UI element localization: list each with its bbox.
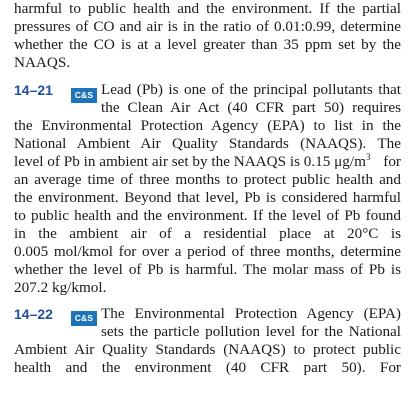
text-line: health and the environment (40 CFR part 50). For xyxy=(14,359,401,376)
text-line: Lead (Pb) is one of the principal pollutants that xyxy=(101,81,401,98)
text-line: pressures of CO and air is in the ratio of 0.01:0.99, determine xyxy=(14,18,401,35)
text-line: the Clean Air Act (40 CFR part 50) requires xyxy=(101,99,401,116)
problem-number: 14–22 xyxy=(14,306,53,322)
text-line xyxy=(14,151,401,170)
text-line: the environment. Beyond that level, Pb is considered harmful xyxy=(14,189,401,206)
cs-badge-icon: C&S xyxy=(71,88,97,103)
text-line: NAAQS. xyxy=(14,54,71,71)
text-line: sets the particle pollution level for the National xyxy=(101,323,401,340)
text-line: the Environmental Protection Agency (EPA) to list in the xyxy=(14,117,401,134)
text-segment: for xyxy=(383,153,401,170)
text-line: harmful to public health and the environment. If the partial xyxy=(14,0,401,17)
problem-number: 14–21 xyxy=(14,82,53,98)
text-line: to public health and the environment. If the level of Pb found xyxy=(14,207,401,224)
cs-badge-icon: C&S xyxy=(71,311,97,326)
text-line: an average time of three months to protect public health and xyxy=(14,171,401,188)
text-line: The Environmental Protection Agency (EPA) xyxy=(101,305,401,322)
superscript: 3 xyxy=(365,151,371,162)
text-line: 0.005 mol/kmol for over a period of three months, determine xyxy=(14,243,401,260)
text-line: 207.2 kg/kmol. xyxy=(14,279,107,296)
text-line: National Ambient Air Quality Standards (NAAQS). The xyxy=(14,135,401,152)
text-segment: level of Pb in ambient air set by the NAAQS is 0.15 $\mu g/m^3$ xyxy=(14,151,371,170)
text-line: in the ambient air of a residential place at 20°C is xyxy=(14,225,401,242)
text-line: whether the CO is at a level greater than 35 ppm set by the xyxy=(14,36,401,53)
text-line: whether the level of Pb is harmful. The molar mass of Pb is xyxy=(14,261,401,278)
text-line: Ambient Air Quality Standards (NAAQS) to protect public xyxy=(14,341,401,358)
